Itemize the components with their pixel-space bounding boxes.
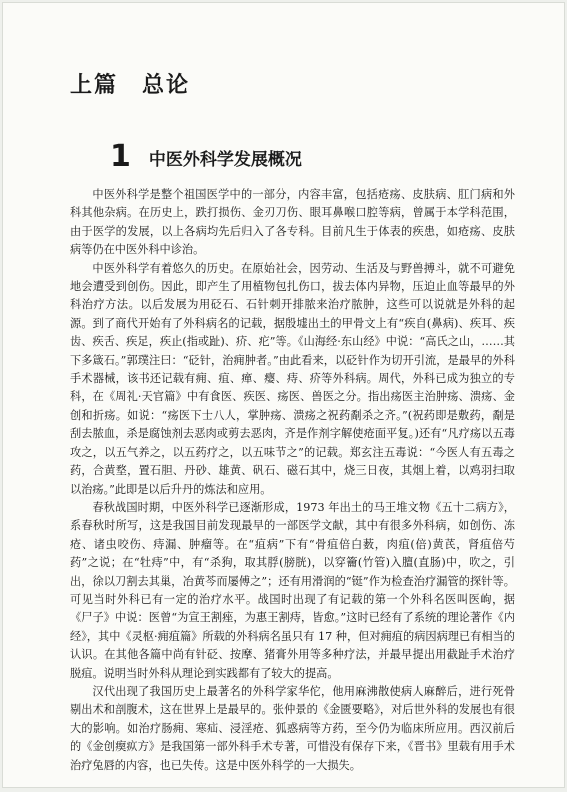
paragraph: 中医外科学是整个祖国医学中的一部分，内容丰富，包括疮疡、皮肤病、肛门病和外科其他杂病。在历史上，跌打损伤、金刃刀伤、眼耳鼻喉口腔等病，曾属于本学科范围，由于医学的发展，以上各病均先后归入了各专科。目前凡生于体表的疾患，如疮疡、皮肤病等仍在中医外科中诊治。: [70, 188, 515, 257]
chapter-heading: [110, 139, 302, 174]
chapter-number: 1: [110, 139, 131, 174]
chapter-title: 中医外科学发展概况: [148, 149, 302, 170]
paragraph: 汉代出现了我国历史上最著名的外科学家华佗，他用麻沸散使病人麻醉后，进行死骨剔出术和剖腹术，这在世界上是最早的。张仲景的《金匮要略》，对后世外科的发展也有很大的影响。如治疗肠痈、寒疝、浸淫疮、狐惑病等方药，至今仍为临床所应用。西汉前后的《金创瘈疭方》是我国第一部外科手术专著，可惜没有保存下来，《晋书》里载有用手术治疗兔唇的内容，也已失传。这是中医外科学的一大损失。: [70, 684, 515, 772]
body-text: [70, 186, 515, 775]
paragraph: 春秋战国时期，中医外科学已逐渐形成，1973 年出土的马王堆文物《五十二病方》，系春秋时所写，这是我国目前发现最早的一部医学文献，其中有很多外科病，如创伤、冻疮、诸虫咬伤、痔漏、肿瘤等。在“疽病”下有“骨疽倍白薮，肉疽(倍)黄芪，肾疽倍芍药”之说；在“牡痔”中，有“杀狗，取其脬(膀胱)，以穿籥(竹管)入膻(直肠)中，吹之，引出，徐以刀割去其巢，冶黄芩而屡傅之”；还有用滑润的“铤”作为检查治疗漏管的探针等。可见当时外科已有一定的治疗水平。战国时出现了有记载的第一个外科名医叫医岣，据《尸子》中说：医曾“为宣王割痤，为惠王割痔，皆愈。”这时已经有了系统的理论著作《内经》，其中《灵枢·痈疽篇》所载的外科病名虽只有 17 种，但对痈疽的病因病理已有相当的认识。在其他各篇中尚有针砭、按摩、猪膏外用等多种疗法，并最早提出用截趾手术治疗脱疽。说明当时外科从理论到实践都有了较大的提高。: [70, 500, 515, 680]
book-page: [2, 2, 565, 788]
part-title: 上篇 总论: [70, 73, 191, 98]
paragraph: 中医外科学有着悠久的历史。在原始社会，因劳动、生活及与野兽搏斗，就不可避免地会遭受到创伤。因此，即产生了用植物包扎伤口，拔去体内异物，压迫止血等最早的外科治疗方法。以后发展为用砭石、石针刺开排脓来治疗脓肿，这些可以说就是外科的起源。到了商代开始有了外科病名的记载，据殷墟出土的甲骨文上有“疾自(鼻病)、疾耳、疾齿、疾舌、疾足，疾止(指或趾)、疥、疕”等。《山海经·东山经》中说：“高氏之山，……其下多箴石。”郭璞注曰：“砭针，治痈肿者。”由此看来，以砭针作为切开引流，是最早的外科手术器械，该书还记载有痈、疽、瘅、瘿、痔、疥等外科病。周代，外科已成为独立的专科，在《周礼·天官篇》中有食医、疾医、疡医、兽医之分。指出疡医主治肿疡、溃疡、金创和折疡。如说：“疡医下士八人，掌肿疡、溃疡之祝药劀杀之齐。”(祝药即是敷药，劀是刮去脓血，杀是腐蚀剂去恶肉或剪去恶肉，齐是作剂字解使疮面平复。)还有“凡疗疡以五毒攻之，以五气养之，以五药疗之，以五味节之”的记载。郑玄注五毒说：“今医人有五毒之药，合黄堥，置石胆、丹砂、雄黄、矾石、磁石其中，烧三日夜，其烟上着，以鸡羽扫取以治疡。”此即是以后升丹的炼法和应用。: [70, 261, 515, 496]
